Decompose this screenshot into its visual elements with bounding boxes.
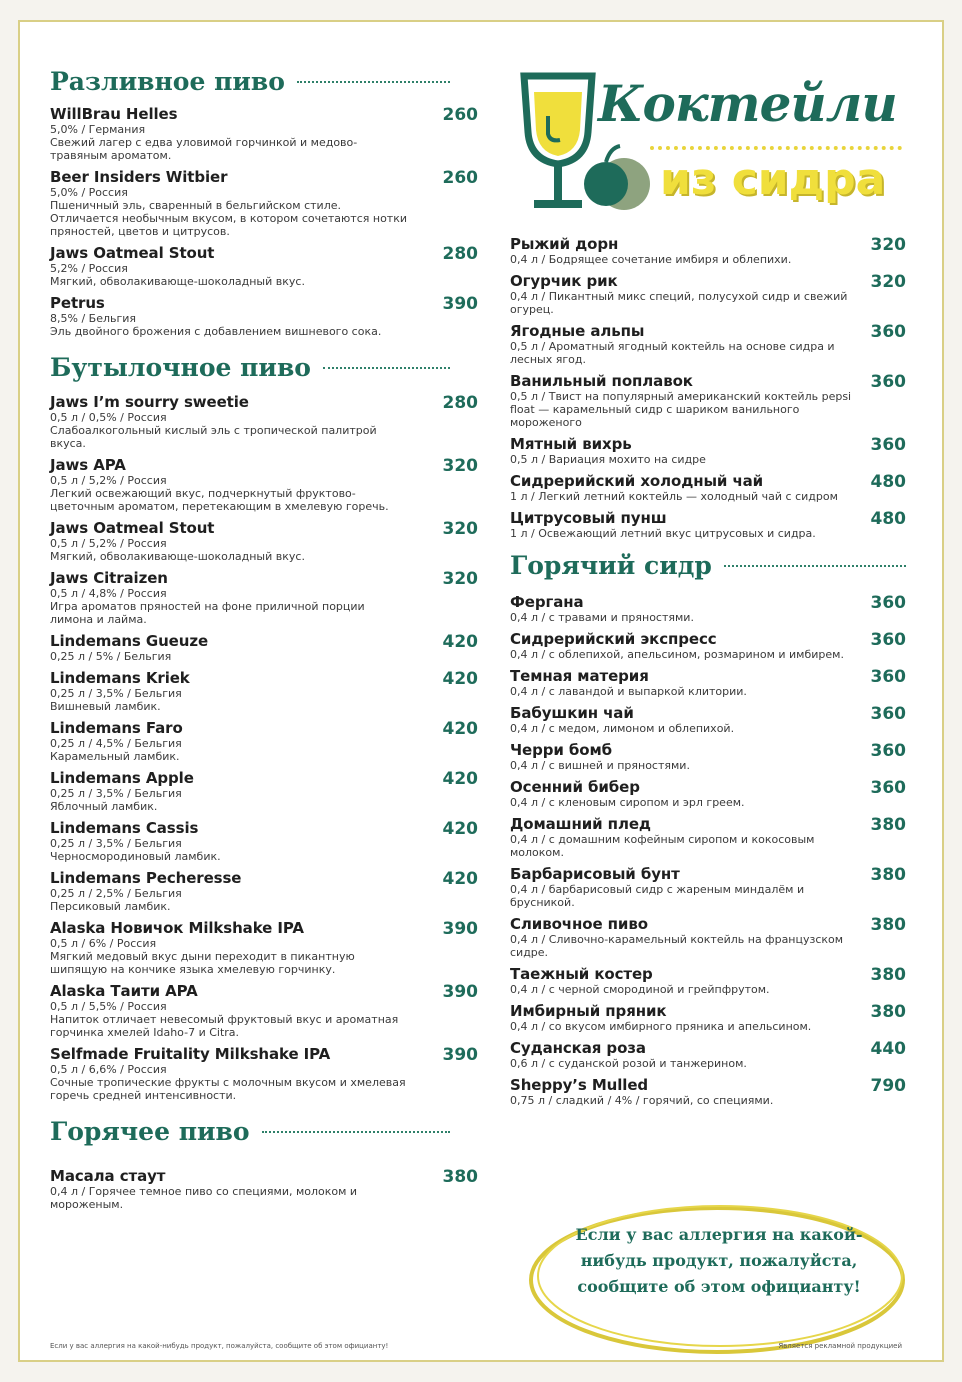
- item-price: 480: [870, 509, 906, 529]
- item-name: Осенний бибер: [510, 778, 640, 796]
- item-name: Lindemans Pecheresse: [50, 869, 242, 887]
- item-name: Сидрерийский холодный чай: [510, 472, 764, 490]
- item-name: Jaws Oatmeal Stout: [50, 519, 215, 537]
- left-column: [50, 22, 478, 1218]
- menu-item: [50, 982, 478, 1039]
- item-description: Слабоалкогольный кислый эль с тропической палитрой вкуса.: [50, 424, 377, 450]
- item-description: Мягкий, обволакивающе-шоколадный вкус.: [50, 275, 305, 288]
- item-name: Домашний плед: [510, 815, 651, 833]
- item-description: Напиток отличает невесомый фруктовый вкус и ароматная горчинка хмелей Idaho-7 и Citra.: [50, 1013, 399, 1039]
- item-description: Пшеничный эль, сваренный в бельгийском стиле. Отличается необычным вкусом, в котором сочетаются нотки пряностей, цветов и цитрусов.: [50, 199, 408, 238]
- item-price: 480: [870, 472, 906, 492]
- menu-item: [510, 779, 906, 809]
- menu-item: [50, 769, 478, 813]
- item-price: 320: [870, 272, 906, 292]
- item-name: Alaska Новичок Milkshake IPA: [50, 919, 304, 937]
- item-name: Ягодные альпы: [510, 322, 645, 340]
- item-name: WillBrau Helles: [50, 105, 178, 123]
- menu-item: [510, 236, 906, 266]
- brand-line-1: Коктейли: [598, 74, 897, 133]
- item-meta: 0,5 л / Вариация мохито на сидре: [510, 453, 706, 466]
- menu-item: [50, 244, 478, 288]
- item-name: Огурчик рик: [510, 272, 618, 290]
- item-name: Барбарисовый бунт: [510, 865, 680, 883]
- menu-item: [50, 719, 478, 763]
- menu-item: [510, 631, 906, 661]
- menu-item: [510, 323, 906, 366]
- menu-item: [50, 669, 478, 713]
- item-name: Lindemans Gueuze: [50, 632, 209, 650]
- item-meta: 0,4 л / со вкусом имбирного пряника и апельсином.: [510, 1020, 812, 1033]
- item-price: 280: [442, 244, 478, 264]
- item-meta: 0,4 л / барбарисовый сидр с жареным миндалём и брусникой.: [510, 883, 805, 909]
- item-price: 790: [870, 1076, 906, 1096]
- menu-item: [510, 705, 906, 735]
- item-meta: 0,4 л / Горячее темное пиво со специями, молоком и мороженым.: [50, 1185, 358, 1211]
- item-meta: 0,4 л / Сливочно-карамельный коктейль на французском сидре.: [510, 933, 844, 959]
- item-meta: 0,5 л / 6,6% / Россия: [50, 1063, 167, 1076]
- item-price: 320: [442, 456, 478, 476]
- item-name: Lindemans Apple: [50, 769, 194, 787]
- item-price: 380: [870, 815, 906, 835]
- item-name: Selfmade Fruitality Milkshake IPA: [50, 1045, 331, 1063]
- item-name: Черри бомб: [510, 741, 613, 759]
- menu-item: [510, 473, 906, 503]
- menu-item: [510, 668, 906, 698]
- brand-line-2: из сидра: [660, 154, 886, 205]
- menu-item: [510, 594, 906, 624]
- item-price: 390: [442, 919, 478, 939]
- item-meta: 0,4 л / с домашним кофейным сиропом и кокосовым молоком.: [510, 833, 815, 859]
- menu-item: [50, 869, 478, 913]
- hot-beer-title: Горячее пиво: [50, 1116, 450, 1148]
- item-price: 360: [870, 741, 906, 761]
- item-name: Petrus: [50, 294, 105, 312]
- item-description: Мягкий, обволакивающе-шоколадный вкус.: [50, 550, 305, 563]
- menu-item: [50, 294, 478, 338]
- item-price: 360: [870, 778, 906, 798]
- cider-cocktails-list: [510, 236, 906, 547]
- item-meta: 0,25 л / 3,5% / Бельгия: [50, 687, 182, 700]
- item-price: 420: [442, 632, 478, 652]
- hot-beer-list: [50, 1167, 478, 1211]
- item-price: 360: [870, 322, 906, 342]
- item-price: 420: [442, 819, 478, 839]
- item-meta: 0,25 л / 2,5% / Бельгия: [50, 887, 182, 900]
- item-meta: 8,5% / Бельгия: [50, 312, 137, 325]
- allergy-text: Если у вас аллергия на какой-нибудь продукт, пожалуйста, сообщите об этом официанту!: [575, 1225, 863, 1296]
- item-description: Черносмородиновый ламбик.: [50, 850, 221, 863]
- menu-item: [50, 919, 478, 976]
- item-name: Бабушкин чай: [510, 704, 634, 722]
- item-price: 320: [870, 235, 906, 255]
- item-meta: 0,5 л / 5,2% / Россия: [50, 474, 167, 487]
- item-name: Lindemans Faro: [50, 719, 183, 737]
- item-meta: 0,5 л / Твист на популярный американский коктейль pepsi float — карамельный сидр с шариком ванильного мороженого: [510, 390, 852, 429]
- menu-item: [50, 519, 478, 563]
- hot-cider-section: [510, 550, 906, 1114]
- item-meta: 5,2% / Россия: [50, 262, 128, 275]
- item-description: Яблочный ламбик.: [50, 800, 158, 813]
- item-price: 360: [870, 435, 906, 455]
- menu-item: [510, 1040, 906, 1070]
- item-price: 360: [870, 372, 906, 392]
- item-price: 320: [442, 569, 478, 589]
- menu-item: [510, 436, 906, 466]
- item-price: 380: [870, 965, 906, 985]
- item-name: Мятный вихрь: [510, 435, 632, 453]
- menu-item: [50, 632, 478, 663]
- item-price: 320: [442, 519, 478, 539]
- item-description: Персиковый ламбик.: [50, 900, 171, 913]
- item-description: Сочные тропические фрукты с молочным вкусом и хмелевая горечь средней интенсивности.: [50, 1076, 406, 1102]
- item-name: Суданская роза: [510, 1039, 646, 1057]
- item-meta: 0,4 л / с кленовым сиропом и эрл греем.: [510, 796, 745, 809]
- draft-beer-list: [50, 105, 478, 338]
- item-price: 420: [442, 869, 478, 889]
- item-meta: 0,4 л / с черной смородиной и грейпфрутом.: [510, 983, 770, 996]
- item-meta: 0,6 л / с суданской розой и танжерином.: [510, 1057, 747, 1070]
- item-name: Сидрерийский экспресс: [510, 630, 717, 648]
- cider-cocktails-header: [510, 72, 906, 232]
- item-price: 380: [442, 1167, 478, 1187]
- item-description: Вишневый ламбик.: [50, 700, 161, 713]
- menu-item: [50, 569, 478, 626]
- hot-cider-list: [510, 594, 906, 1107]
- item-name: Ванильный поплавок: [510, 372, 693, 390]
- item-price: 380: [870, 865, 906, 885]
- item-name: Темная материя: [510, 667, 649, 685]
- draft-beer-title: Разливное пиво: [50, 66, 450, 98]
- item-name: Jaws Oatmeal Stout: [50, 244, 215, 262]
- item-meta: 0,5 л / 6% / Россия: [50, 937, 157, 950]
- item-price: 420: [442, 769, 478, 789]
- item-price: 420: [442, 719, 478, 739]
- item-description: Карамельный ламбик.: [50, 750, 180, 763]
- item-price: 360: [870, 704, 906, 724]
- item-description: Игра ароматов пряностей на фоне приличной порции лимона и лайма.: [50, 600, 365, 626]
- item-name: Jaws Citraizen: [50, 569, 168, 587]
- menu-item: [510, 1077, 906, 1107]
- item-price: 380: [870, 915, 906, 935]
- item-price: 420: [442, 669, 478, 689]
- item-meta: 0,25 л / 5% / Бельгия: [50, 650, 172, 663]
- menu-item: [50, 105, 478, 162]
- item-meta: 1 л / Легкий летний коктейль — холодный чай с сидром: [510, 490, 838, 503]
- item-meta: 0,4 л / с облепихой, апельсином, розмарином и имбирем.: [510, 648, 844, 661]
- menu-item: [50, 1045, 478, 1102]
- menu-item: [510, 866, 906, 909]
- item-meta: 0,4 л / с вишней и пряностями.: [510, 759, 690, 772]
- item-name: Таежный костер: [510, 965, 653, 983]
- item-price: 360: [870, 667, 906, 687]
- item-name: Имбирный пряник: [510, 1002, 667, 1020]
- item-name: Lindemans Kriek: [50, 669, 190, 687]
- item-description: Эль двойного брожения с добавлением вишневого сока.: [50, 325, 382, 338]
- footer-ad-note: Является рекламной продукцией: [778, 1342, 902, 1350]
- menu-item: [50, 456, 478, 513]
- item-meta: 0,4 л / с лавандой и выпаркой клитории.: [510, 685, 747, 698]
- item-name: Рыжий дорн: [510, 235, 619, 253]
- item-meta: 1 л / Освежающий летний вкус цитрусовых и сидра.: [510, 527, 816, 540]
- bottled-beer-list: [50, 393, 478, 1102]
- menu-item: [510, 916, 906, 959]
- item-name: Alaska Таити APA: [50, 982, 198, 1000]
- allergy-notice: [524, 1198, 910, 1358]
- item-name: Цитрусовый пунш: [510, 509, 667, 527]
- menu-item: [510, 273, 906, 316]
- item-price: 280: [442, 393, 478, 413]
- item-price: 360: [870, 630, 906, 650]
- item-meta: 0,4 л / Бодрящее сочетание имбиря и облепихи.: [510, 253, 792, 266]
- item-meta: 0,5 л / 5,2% / Россия: [50, 537, 167, 550]
- menu-page: [18, 20, 944, 1362]
- menu-item: [510, 816, 906, 859]
- menu-item: [50, 819, 478, 863]
- menu-item: [510, 510, 906, 540]
- item-description: Мягкий медовый вкус дыни переходит в пикантную шипящую на кончике языка хмелевую горчинку.: [50, 950, 355, 976]
- item-name: Фергана: [510, 593, 584, 611]
- item-meta: 0,4 л / Пикантный микс специй, полусухой сидр и свежий огурец.: [510, 290, 848, 316]
- menu-item: [50, 168, 478, 238]
- item-price: 440: [870, 1039, 906, 1059]
- item-meta: 0,5 л / 4,8% / Россия: [50, 587, 167, 600]
- menu-item: [50, 1167, 478, 1211]
- menu-item: [510, 742, 906, 772]
- bottled-beer-title: Бутылочное пиво: [50, 352, 450, 384]
- item-meta: 0,75 л / сладкий / 4% / горячий, со специями.: [510, 1094, 774, 1107]
- item-description: Легкий освежающий вкус, подчеркнутый фруктово-цветочным ароматом, перетекающим в хмелевую горечь.: [50, 487, 389, 513]
- item-meta: 5,0% / Германия: [50, 123, 146, 136]
- item-price: 390: [442, 294, 478, 314]
- item-meta: 5,0% / Россия: [50, 186, 128, 199]
- item-meta: 0,25 л / 4,5% / Бельгия: [50, 737, 182, 750]
- item-meta: 0,4 л / с медом, лимоном и облепихой.: [510, 722, 735, 735]
- item-name: Beer Insiders Witbier: [50, 168, 228, 186]
- hot-cider-title: Горячий сидр: [510, 550, 906, 582]
- item-meta: 0,5 л / 5,5% / Россия: [50, 1000, 167, 1013]
- menu-item: [510, 373, 906, 429]
- menu-item: [50, 393, 478, 450]
- item-price: 380: [870, 1002, 906, 1022]
- item-meta: 0,5 л / Ароматный ягодный коктейль на основе сидра и лесных ягод.: [510, 340, 835, 366]
- item-description: Свежий лагер с едва уловимой горчинкой и медово-травяным ароматом.: [50, 136, 358, 162]
- item-name: Jaws APA: [50, 456, 126, 474]
- item-name: Lindemans Cassis: [50, 819, 199, 837]
- item-price: 260: [442, 105, 478, 125]
- item-meta: 0,5 л / 0,5% / Россия: [50, 411, 167, 424]
- item-name: Jaws I’m sourry sweetie: [50, 393, 249, 411]
- item-name: Масала стаут: [50, 1167, 166, 1185]
- item-price: 360: [870, 593, 906, 613]
- footer-allergy-note: Если у вас аллергия на какой-нибудь продукт, пожалуйста, сообщите об этом официанту!: [50, 1342, 389, 1350]
- item-price: 390: [442, 982, 478, 1002]
- item-price: 260: [442, 168, 478, 188]
- menu-item: [510, 1003, 906, 1033]
- item-meta: 0,25 л / 3,5% / Бельгия: [50, 787, 182, 800]
- menu-item: [510, 966, 906, 996]
- item-name: Сливочное пиво: [510, 915, 648, 933]
- item-price: 390: [442, 1045, 478, 1065]
- item-meta: 0,25 л / 3,5% / Бельгия: [50, 837, 182, 850]
- item-meta: 0,4 л / с травами и пряностями.: [510, 611, 694, 624]
- item-name: Sheppy’s Mulled: [510, 1076, 649, 1094]
